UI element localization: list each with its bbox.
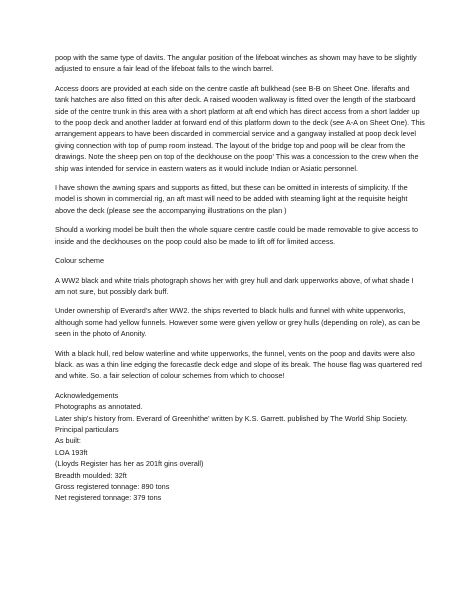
heading-principal-particulars: Principal particulars bbox=[55, 424, 119, 434]
paragraph-lifeboat-davits: poop with the same type of davits. The angular position of the lifeboat winches as shown may have to be slightly adjusted to ensure a fair lead of the lifeboat falls to the winch barrel. bbox=[55, 53, 417, 74]
paragraph-ww2-photo: A WW2 black and white trials photograph shows her with grey hull and dark upperworks above, of what shade I am not sure, but possibly dark buff. bbox=[55, 275, 414, 296]
section-heading-colour-scheme: Colour scheme bbox=[55, 256, 105, 266]
particulars-lloyds-note: (Lloyds Register has her as 201ft gins overall) bbox=[55, 459, 204, 469]
document-page bbox=[55, 52, 425, 504]
particulars-gross-tonnage: Gross registered tonnage: 890 tons bbox=[55, 482, 170, 491]
heading-acknowledgements: Acknowledgements bbox=[55, 390, 119, 400]
acknowledgement-photographs: Photographs as annotated. bbox=[55, 402, 143, 412]
particulars-loa: LOA 193ft bbox=[55, 447, 88, 457]
particulars-net-tonnage: Net registered tonnage: 379 tons bbox=[55, 493, 162, 503]
paragraph-awning-spars: I have shown the awning spars and supports as fitted, but these can be omitted in interests of simplicity. If the model is shown in commercial rig, an aft mast will need to be added with steaming light at the requisite height above the deck (please see the accompanying illustrations on the plan ) bbox=[55, 183, 408, 215]
acknowledgement-history-source: Later ship's history from. Everard of Greenhithe' written by K.S. Garrett. published by The World Ship Society. bbox=[55, 413, 408, 423]
paragraph-working-model: Should a working model be built then the whole square centre castle could be made removable to give access to inside and the deckhouses on the poop could also be made to lift off for limited access. bbox=[55, 225, 419, 246]
paragraph-black-hull: With a black hull, red below waterline and white upperworks, the funnel, vents on the poop and davits were also black. as was a thin line edging the forecastle deck edge and slope of its break. The house flag was quartered red and white. So. a fair selection of colour schemes from which to choose! bbox=[55, 348, 422, 381]
particulars-as-built: As built: bbox=[55, 436, 81, 446]
paragraph-everard-ownership: Under ownership of Everard's after WW2. the ships reverted to black hulls and funnel with white upperworks, although some had yellow funnels. However some were given yellow or grey hulls (depending on role), as can be seen in the photo of Anonity. bbox=[55, 306, 421, 339]
particulars-breadth: Breadth moulded: 32ft bbox=[55, 470, 127, 480]
acknowledgements-and-particulars bbox=[55, 390, 425, 504]
paragraph-access-doors: Access doors are provided at each side on the centre castle aft bulkhead (see B-B on Sheet One. liferafts and tank hatches are also fitted on this after deck. A raised wooden walkway is fitted over the length of the starboard side of the centre trunk in this area with a short platform at aft end which has direct access from a short ladder up to the poop deck and another ladder at forward end of this platform down to the deck (see A-A on Sheet One). This arrangement appears to have been discarded in commercial service and a gangway installed at poop deck level giving connection with top of pump room instead. The layout of the bridge top and poop will be clear from the drawings. Note the sheep pen on top of the deckhouse on the poop' This was a concession to the crew when the ship was intended for service in eastern waters as it would include Indian or Asiatic personnel. bbox=[55, 83, 425, 173]
